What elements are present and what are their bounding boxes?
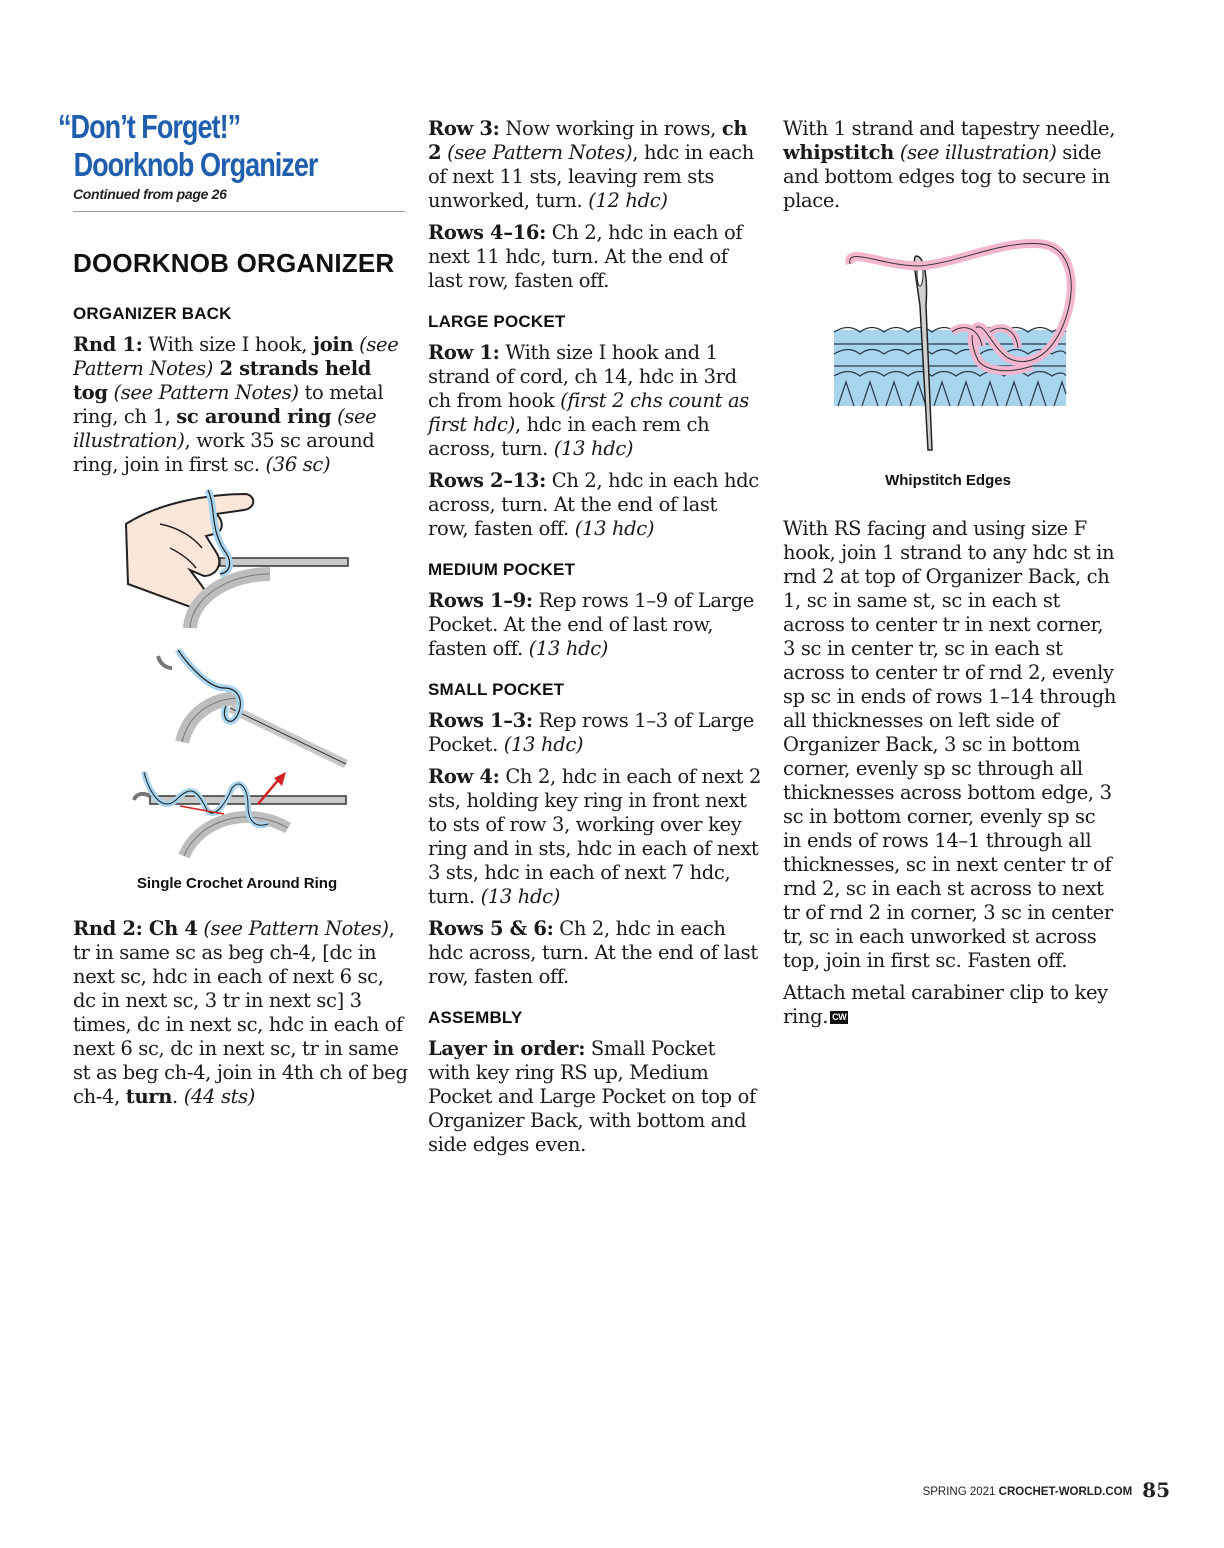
finishing-paragraph [783,981,1119,1029]
whipstitch-paragraph [783,117,1119,213]
hook-shaft-1 [220,558,348,566]
rnd1-join-note: (see Pattern Notes) [73,333,399,380]
whip-text-2: side and bottom edges tog to secure in place. [783,141,1110,212]
sp-rows1-3-text: Rep rows 1–3 of Large Pocket. [428,709,754,756]
lp-row1-note: (first 2 chs count as first hdc) [428,389,749,436]
rnd1-strands-note: (see Pattern Notes) [107,381,299,404]
rnd2-turn: turn [125,1085,173,1108]
lp-row1-text-1: With size I hook and 1 strand of cord, ch 14, hdc in 3rd ch from hook [428,341,737,412]
assembly-heading: ASSEMBLY [428,1008,523,1027]
mp-rows1-9-label: Rows 1–9: [428,589,533,612]
rows4-16-text: Ch 2, hdc in each of next 11 hdc, turn. At the end of last row, fasten off. [428,221,743,292]
footer-season: SPRING 2021 [922,1486,999,1498]
section-title: DOORKNOB ORGANIZER [73,248,395,278]
rnd1-strands: 2 strands held tog [73,357,372,404]
title-line-1: “Don’t Forget!” [58,108,241,145]
lp-rows2-13-text: Ch 2, hdc in each hdc across, turn. At the end of last row, fasten off. [428,469,759,540]
rows4-16-paragraph [428,221,762,293]
rnd1-text-3: , work 35 sc around ring, join in first sc. [73,429,375,476]
rnd1-sc-ring-note: (see illustration) [73,405,377,452]
sp-rows1-3-count: (13 hdc) [503,733,584,756]
mp-rows1-9-text: Rep rows 1–9 of Large Pocket. At the end of last row, fasten off. [428,589,754,660]
header-divider [73,211,405,212]
row3-text-1: Now working in rows, [499,117,722,140]
mp-rows1-9-paragraph [428,589,762,661]
edging-paragraph: With RS facing and using size F hook, join 1 strand to any hdc st in rnd 2 at top of Organizer Back, ch 1, sc in same st, sc in each st across to center tr in next corner, 3 sc in center tr, sc in each st across to center tr of rnd 2, evenly sp sc in ends of rows 1–14 through all thicknesses on left side of Organizer Back, 3 sc in bottom corner, evenly sp sc through all thicknesses across bottom edge, 3 sc in bottom corner, evenly sp sc in ends of rows 14–1 through all thicknesses, sc in next center tr of rnd 2, sc in each st across to next tr of rnd 2 in corner, 3 sc in center tr, sc in each unworked st across top, join in first sc. Fasten off. [783,517,1117,972]
lp-row1-count: (13 hdc) [553,437,634,460]
mp-rows1-9-count: (13 hdc) [528,637,609,660]
medium-pocket-heading: MEDIUM POCKET [428,560,576,579]
rnd2-paragraph [73,917,409,1109]
rnd2-note: (see Pattern Notes) [197,917,389,940]
rnd2-count: (44 sts) [183,1085,256,1108]
sp-rows5-6-text: Ch 2, hdc in each hdc across, turn. At the end of last row, fasten off. [428,917,758,988]
sc-around-ring-illustration [120,488,360,860]
article-title [58,108,353,184]
lp-rows2-13-label: Rows 2–13: [428,469,546,492]
rnd1-text-1: With size I hook, [142,333,313,356]
row3-label: Row 3: [428,117,500,140]
sp-rows1-3-label: Rows 1–3: [428,709,533,732]
small-pocket-heading: SMALL POCKET [428,680,565,699]
large-pocket-heading: LARGE POCKET [428,312,566,331]
rnd1-paragraph [73,333,409,477]
assembly-text: Small Pocket with key ring RS up, Medium Pocket and Large Pocket on top of Organizer Back, with bottom and side edges even. [428,1037,756,1156]
sp-rows1-3-paragraph [428,709,762,757]
organizer-back-heading: ORGANIZER BACK [73,304,232,323]
rnd2-label: Rnd 2: Ch 4 [73,917,198,940]
row3-paragraph [428,117,762,213]
lp-rows2-13-count: (13 hdc) [574,517,655,540]
end-mark-badge: CW [832,1012,847,1022]
rnd1-join: join [312,333,354,356]
lp-row1-paragraph [428,341,762,461]
page-number: 85 [1142,1478,1170,1502]
sp-rows5-6-paragraph [428,917,762,989]
sc-around-ring-caption: Single Crochet Around Ring [136,875,338,892]
hand-illustration [126,494,253,608]
lp-rows2-13-paragraph [428,469,762,541]
sp-rows5-6-label: Rows 5 & 6: [428,917,554,940]
sp-row4-text: Ch 2, hdc in each of next 2 sts, holding key ring in front next to sts of row 3, working over key ring and in sts, hdc in each of next 3 sts, hdc in each of next 7 hdc, turn. [428,765,762,908]
sp-row4-count: (13 hdc) [480,885,560,908]
rnd1-text-2: to metal ring, ch 1, [73,381,384,428]
title-line-2: Doorknob Organizer [73,146,318,183]
sp-row4-paragraph [428,765,762,909]
whip-note: (see illustration) [893,141,1057,164]
whip-term: whipstitch [783,141,894,164]
row3-count: (12 hdc) [588,189,668,212]
lp-row1-text-2: , hdc in each rem ch across, turn. [428,413,710,460]
rows4-16-label: Rows 4–16: [428,221,546,244]
continued-note: Continued from page 26 [73,186,227,202]
rnd2-text-2: . [172,1085,184,1108]
metal-ring-bottom [184,817,288,856]
row3-note: (see Pattern Notes) [441,141,633,164]
sp-row4-label: Row 4: [428,765,500,788]
assembly-label: Layer in order: [428,1037,586,1060]
page-footer [896,1478,1170,1502]
lp-row1-label: Row 1: [428,341,500,364]
rnd1-label: Rnd 1: [73,333,143,356]
row3-ch2: ch 2 [428,117,748,164]
whipstitch-caption: Whipstitch Edges [885,472,1011,489]
assembly-paragraph [428,1037,762,1157]
finishing-text: Attach metal carabiner clip to key ring. [783,981,1108,1028]
row3-text-2: , hdc in each of next 11 sts, leaving rem sts unworked, turn. [428,141,754,212]
rnd2-text-1: , tr in same sc as beg ch-4, [dc in next sc, hdc in each of next 6 sc, dc in next sc, 3 tr in next sc] 3 times, dc in next sc, hdc in each of next 6 sc, dc in next sc, tr in same st as beg ch-4, join in 4th ch of beg ch-4, [73,917,408,1108]
whipstitch-illustration [832,236,1072,456]
footer-site: CROCHET-WORLD.COM [998,1486,1133,1498]
rnd1-sc-ring: sc around ring [176,405,332,428]
rnd1-count: (36 sc) [265,453,331,476]
whip-text-1: With 1 strand and tapestry needle, [783,117,1116,140]
